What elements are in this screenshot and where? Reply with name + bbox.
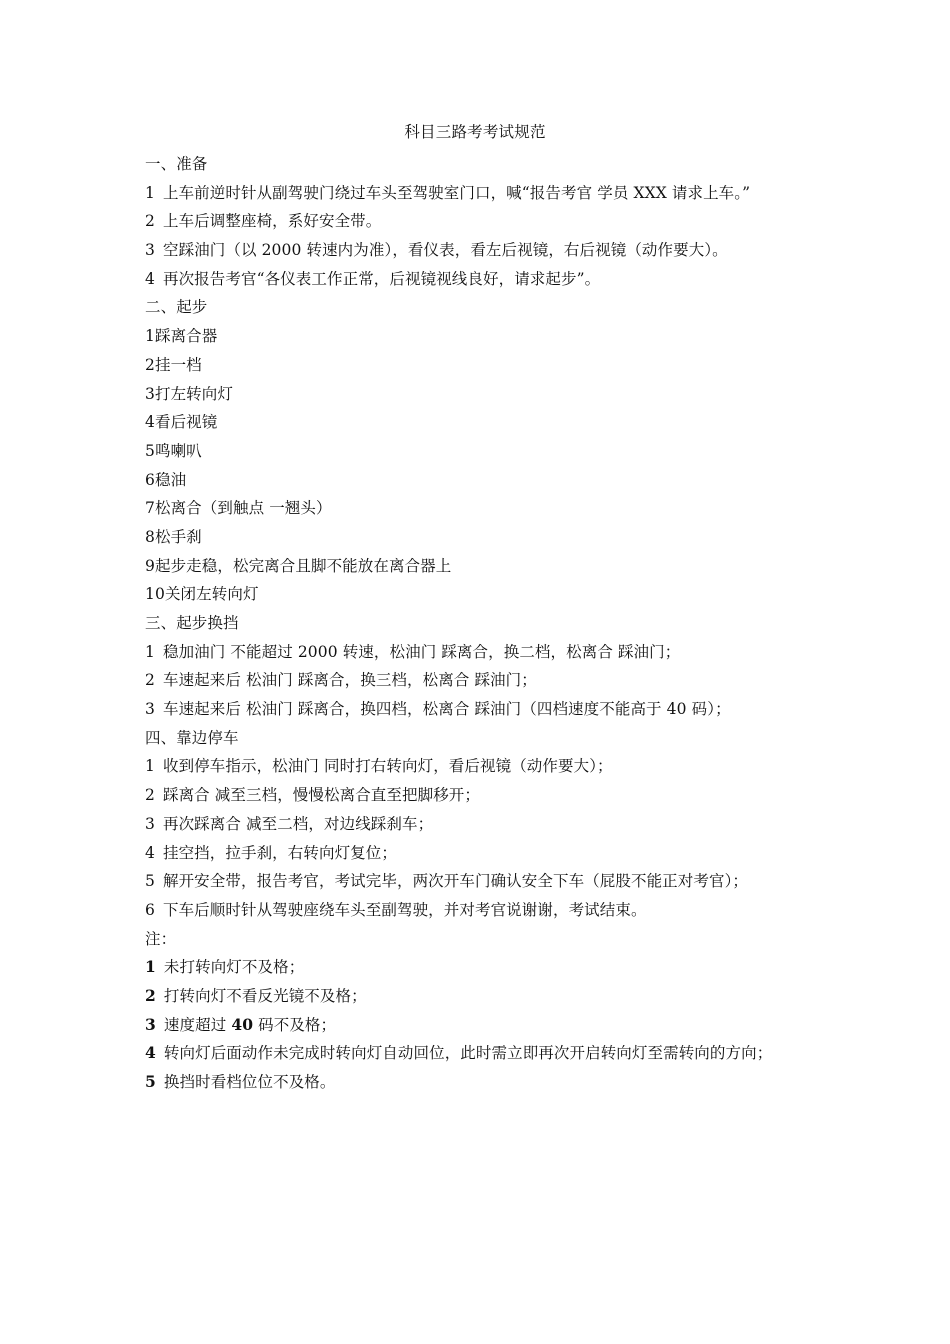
notes-heading: 注： (145, 929, 177, 948)
item-text: 车速起来后 松油门 踩离合，换三档，松离合 踩油门； (162, 671, 537, 690)
item-number: 4 (145, 413, 155, 432)
note-item (145, 982, 845, 1011)
item-text: 打左转向灯 (154, 384, 233, 403)
section-heading-gear-shift: 三、起步换挡 (145, 614, 239, 632)
note-number: 2 (145, 985, 156, 1005)
item-text: 上车后调整座椅，系好安全带。 (162, 212, 382, 231)
item-number: 2 (145, 671, 155, 690)
list-item (145, 236, 845, 265)
item-number: 3 (145, 384, 155, 403)
item-number: 3 (145, 814, 155, 833)
item-text: 踩离合 减至三档，慢慢松离合直至把脚移开； (162, 786, 480, 805)
list-item (145, 351, 845, 380)
item-text: 上车前逆时针从副驾驶门绕过车头至驾驶室门口，喊“报告考官 学员 XXX 请求上车。” (162, 183, 751, 202)
list-item (145, 896, 845, 925)
note-text: 换挡时看档位位不及格。 (163, 1073, 336, 1091)
item-text: 起步走稳，松完离合且脚不能放在离合器上 (154, 556, 452, 575)
note-number: 1 (145, 957, 156, 977)
note-text: 未打转向灯不及格； (163, 958, 305, 977)
note-number: 4 (145, 1043, 156, 1063)
item-number: 8 (145, 527, 155, 546)
list-item (145, 580, 845, 609)
item-number: 4 (145, 843, 155, 862)
note-text-bold: 40 (231, 1014, 254, 1034)
item-text: 收到停车指示，松油门 同时打右转向灯，看后视镜（动作要大）； (162, 757, 613, 776)
list-item (145, 810, 845, 839)
section-heading-start: 二、起步 (145, 298, 208, 317)
item-number: 1 (145, 327, 155, 346)
list-item (145, 265, 845, 294)
item-number: 1 (145, 642, 155, 661)
note-number: 3 (145, 1014, 156, 1034)
item-text: 踩离合器 (154, 327, 218, 346)
list-item (145, 839, 845, 868)
item-text: 松离合（到触点 一翘头） (154, 499, 332, 518)
item-text: 看后视镜 (154, 413, 218, 432)
note-text: 打转向灯不看反光镜不及格； (163, 986, 367, 1005)
note-text-post: 码不及格； (253, 1015, 337, 1034)
list-item (145, 867, 845, 896)
list-item (145, 408, 845, 437)
list-item (145, 638, 845, 667)
item-number: 6 (145, 900, 155, 919)
item-number: 6 (145, 470, 155, 489)
list-item (145, 380, 845, 409)
item-text: 稳油 (154, 470, 187, 489)
item-text: 再次踩离合 减至二档，对边线踩刹车； (162, 814, 434, 833)
item-text: 挂一档 (154, 355, 202, 374)
note-text-pre: 速度超过 (163, 1015, 232, 1034)
note-item (145, 1068, 845, 1097)
item-number: 3 (145, 241, 155, 260)
item-number: 10 (145, 585, 165, 604)
list-item (145, 466, 845, 495)
item-number: 2 (145, 212, 155, 231)
list-item (145, 781, 845, 810)
item-number: 7 (145, 499, 155, 518)
note-item (145, 1039, 845, 1068)
item-text: 再次报告考官“各仪表工作正常，后视镜视线良好，请求起步”。 (162, 269, 601, 288)
item-number: 1 (145, 757, 155, 776)
note-number: 5 (145, 1072, 156, 1091)
document-body (145, 150, 845, 1097)
item-text: 解开安全带，报告考官，考试完毕，两次开车门确认安全下车（屁股不能正对考官）； (162, 872, 749, 891)
item-number: 2 (145, 355, 155, 374)
item-number: 1 (145, 183, 155, 202)
list-item (145, 322, 845, 351)
item-number: 5 (145, 872, 155, 891)
list-item (145, 552, 845, 581)
note-item (145, 953, 845, 982)
section-heading-preparation: 一、准备 (145, 155, 208, 173)
item-number: 4 (145, 269, 155, 288)
section-heading-pull-over: 四、靠边停车 (145, 728, 239, 747)
item-text: 下车后顺时针从驾驶座绕车头至副驾驶，并对考官说谢谢，考试结束。 (162, 900, 647, 919)
list-item (145, 752, 845, 781)
list-item (145, 666, 845, 695)
list-item (145, 695, 845, 724)
item-text: 关闭左转向灯 (164, 585, 259, 604)
item-text: 车速起来后 松油门 踩离合，换四档，松离合 踩油门（四档速度不能高于 40 码）； (162, 700, 731, 719)
item-text: 鸣喇叭 (154, 441, 202, 460)
list-item (145, 523, 845, 552)
item-text: 挂空挡，拉手刹，右转向灯复位； (162, 843, 397, 862)
note-text: 转向灯后面动作未完成时转向灯自动回位，此时需立即再次开启转向灯至需转向的方向； (163, 1044, 773, 1063)
list-item (145, 179, 845, 208)
list-item (145, 437, 845, 466)
item-number: 3 (145, 700, 155, 719)
item-number: 5 (145, 441, 155, 460)
item-number: 2 (145, 786, 155, 805)
item-number: 9 (145, 556, 155, 575)
item-text: 空踩油门（以 2000 转速内为准），看仪表，看左后视镜，右后视镜（动作要大）。 (162, 241, 728, 260)
list-item (145, 494, 845, 523)
item-text: 稳加油门 不能超过 2000 转速，松油门 踩离合，换二档，松离合 踩油门； (162, 642, 681, 661)
document-title: 科目三路考考试规范 (404, 123, 546, 141)
list-item (145, 207, 845, 236)
note-item (145, 1011, 845, 1040)
item-text: 松手刹 (154, 527, 202, 546)
